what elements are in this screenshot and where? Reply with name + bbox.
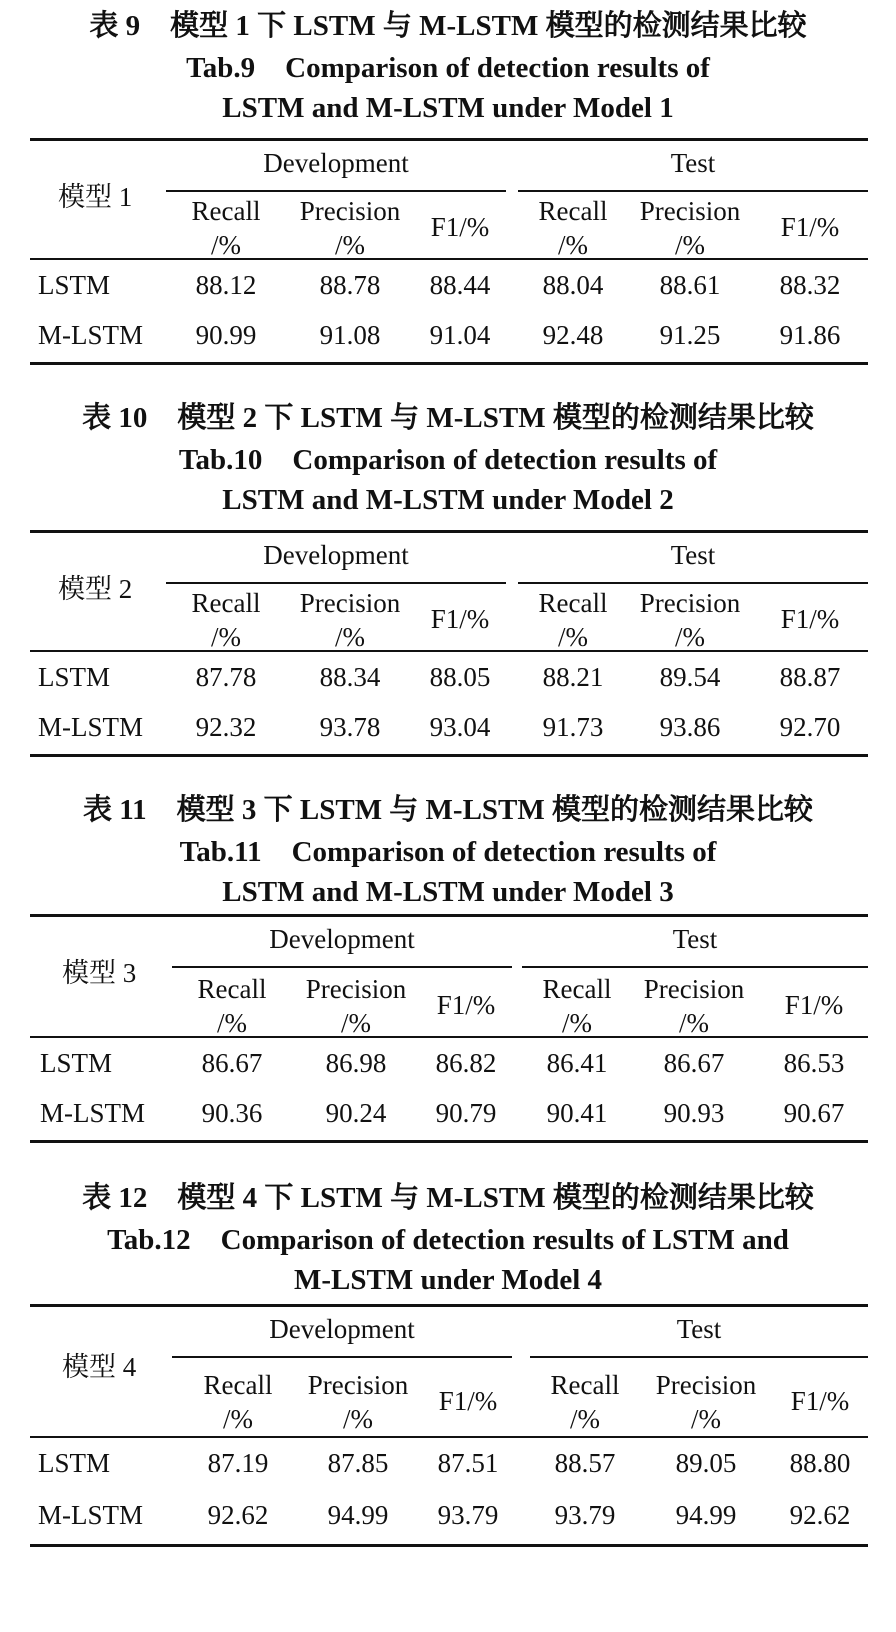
cell-value: 88.12 (195, 270, 257, 300)
bottom-rule (30, 1140, 868, 1143)
cell-value: 92.32 (195, 712, 257, 742)
header-recall: Recall /% (191, 588, 261, 652)
group-rule-test (518, 190, 868, 192)
row-label: LSTM (40, 1048, 113, 1078)
table-9 (0, 0, 896, 380)
group-development: Development (269, 1314, 415, 1344)
cell-value: 90.41 (546, 1098, 608, 1128)
cell-value: 88.57 (554, 1448, 616, 1478)
row-label: LSTM (38, 270, 111, 300)
table-caption-en: Tab.10 Comparison of detection results of (178, 444, 718, 476)
cell-value: 88.87 (779, 662, 841, 692)
cell-value: 86.67 (663, 1048, 725, 1078)
table-caption-zh: 表 11 模型 3 下 LSTM 与 M-LSTM 模型的检测结果比较 (82, 794, 814, 826)
cell-value: 91.04 (429, 320, 491, 350)
header-f1: F1/% (436, 990, 496, 1020)
cell-value: 90.36 (201, 1098, 263, 1128)
row-label: M-LSTM (38, 1500, 144, 1530)
header-f1: F1/% (790, 1386, 850, 1416)
cell-value: 94.99 (327, 1500, 389, 1530)
group-rule-development (166, 582, 506, 584)
cell-value: 90.79 (435, 1098, 497, 1128)
table-caption-en: Tab.9 Comparison of detection results of (186, 52, 710, 84)
cell-value: 92.48 (542, 320, 604, 350)
cell-value: 90.99 (195, 320, 257, 350)
cell-value: 93.86 (659, 712, 721, 742)
header-precision: Precision /% (299, 196, 401, 260)
table-caption-en-2: M-LSTM under Model 4 (294, 1264, 602, 1296)
cell-value: 92.62 (789, 1500, 851, 1530)
row-label: LSTM (38, 662, 111, 692)
header-precision: Precision /% (643, 974, 745, 1038)
top-rule (30, 1304, 868, 1307)
corner-label: 模型 1 (58, 182, 133, 212)
group-development: Development (269, 924, 415, 954)
header-rule (30, 1436, 868, 1438)
top-rule (30, 530, 868, 533)
header-rule (30, 650, 868, 652)
bottom-rule (30, 1544, 868, 1547)
cell-value: 87.51 (437, 1448, 499, 1478)
cell-value: 88.05 (429, 662, 491, 692)
corner-label: 模型 4 (62, 1352, 137, 1382)
group-test: Test (670, 148, 716, 178)
header-recall: Recall /% (191, 196, 261, 260)
row-label: M-LSTM (40, 1098, 146, 1128)
cell-value: 88.61 (659, 270, 721, 300)
cell-value: 88.04 (542, 270, 604, 300)
cell-value: 93.79 (437, 1500, 499, 1530)
header-recall: Recall /% (197, 974, 267, 1038)
group-rule-development (172, 1356, 512, 1358)
top-rule (30, 914, 868, 917)
table-caption-en: Tab.11 Comparison of detection results of (179, 836, 717, 868)
bottom-rule (30, 754, 868, 757)
cell-value: 86.53 (783, 1048, 845, 1078)
header-f1: F1/% (784, 990, 844, 1020)
cell-value: 86.98 (325, 1048, 387, 1078)
table-11 (0, 784, 896, 1164)
cell-value: 88.21 (542, 662, 604, 692)
table-caption-en-2: LSTM and M-LSTM under Model 3 (222, 876, 674, 908)
header-precision: Precision /% (639, 588, 741, 652)
header-precision: Precision /% (639, 196, 741, 260)
table-10 (0, 392, 896, 772)
table-caption-en-2: LSTM and M-LSTM under Model 2 (222, 484, 674, 516)
cell-value: 93.04 (429, 712, 491, 742)
cell-value: 87.78 (195, 662, 257, 692)
header-precision: Precision /% (299, 588, 401, 652)
header-rule (30, 1036, 868, 1038)
header-recall: Recall /% (538, 196, 608, 260)
header-recall: Recall /% (542, 974, 612, 1038)
row-label: M-LSTM (38, 320, 144, 350)
cell-value: 91.86 (779, 320, 841, 350)
cell-value: 91.25 (659, 320, 721, 350)
cell-value: 92.70 (779, 712, 841, 742)
cell-value: 91.73 (542, 712, 604, 742)
group-rule-test (518, 582, 868, 584)
header-precision: Precision /% (305, 974, 407, 1038)
header-f1: F1/% (430, 212, 490, 242)
cell-value: 88.80 (789, 1448, 851, 1478)
cell-value: 86.67 (201, 1048, 263, 1078)
header-recall: Recall /% (550, 1370, 620, 1434)
row-label: M-LSTM (38, 712, 144, 742)
cell-value: 86.41 (546, 1048, 608, 1078)
header-recall: Recall /% (203, 1370, 273, 1434)
table-caption-zh: 表 12 模型 4 下 LSTM 与 M-LSTM 模型的检测结果比较 (82, 1182, 814, 1214)
cell-value: 93.79 (554, 1500, 616, 1530)
cell-value: 87.85 (327, 1448, 389, 1478)
cell-value: 90.67 (783, 1098, 845, 1128)
group-rule-test (530, 1356, 868, 1358)
group-development: Development (263, 540, 409, 570)
group-test: Test (670, 540, 716, 570)
header-f1: F1/% (430, 604, 490, 634)
group-test: Test (676, 1314, 722, 1344)
cell-value: 93.78 (319, 712, 381, 742)
cell-value: 88.78 (319, 270, 381, 300)
group-rule-development (172, 966, 512, 968)
group-test: Test (672, 924, 718, 954)
header-f1: F1/% (438, 1386, 498, 1416)
cell-value: 92.62 (207, 1500, 269, 1530)
header-rule (30, 258, 868, 260)
table-caption-zh: 表 10 模型 2 下 LSTM 与 M-LSTM 模型的检测结果比较 (82, 402, 814, 434)
table-12 (0, 1172, 896, 1592)
cell-value: 88.34 (319, 662, 381, 692)
table-caption-en: Tab.12 Comparison of detection results of LSTM and (107, 1224, 789, 1256)
cell-value: 88.44 (429, 270, 491, 300)
cell-value: 87.19 (207, 1448, 269, 1478)
bottom-rule (30, 362, 868, 365)
row-label: LSTM (38, 1448, 111, 1478)
table-caption-zh: 表 9 模型 1 下 LSTM 与 M-LSTM 模型的检测结果比较 (89, 10, 807, 42)
header-recall: Recall /% (538, 588, 608, 652)
cell-value: 90.93 (663, 1098, 725, 1128)
cell-value: 86.82 (435, 1048, 497, 1078)
group-development: Development (263, 148, 409, 178)
corner-label: 模型 3 (62, 958, 137, 988)
header-f1: F1/% (780, 604, 840, 634)
top-rule (30, 138, 868, 141)
group-rule-test (522, 966, 868, 968)
cell-value: 91.08 (319, 320, 381, 350)
cell-value: 90.24 (325, 1098, 387, 1128)
table-caption-en-2: LSTM and M-LSTM under Model 1 (222, 92, 674, 124)
cell-value: 89.54 (659, 662, 721, 692)
group-rule-development (166, 190, 506, 192)
header-f1: F1/% (780, 212, 840, 242)
corner-label: 模型 2 (58, 574, 133, 604)
cell-value: 89.05 (675, 1448, 737, 1478)
header-precision: Precision /% (655, 1370, 757, 1434)
header-precision: Precision /% (307, 1370, 409, 1434)
cell-value: 94.99 (675, 1500, 737, 1530)
cell-value: 88.32 (779, 270, 841, 300)
